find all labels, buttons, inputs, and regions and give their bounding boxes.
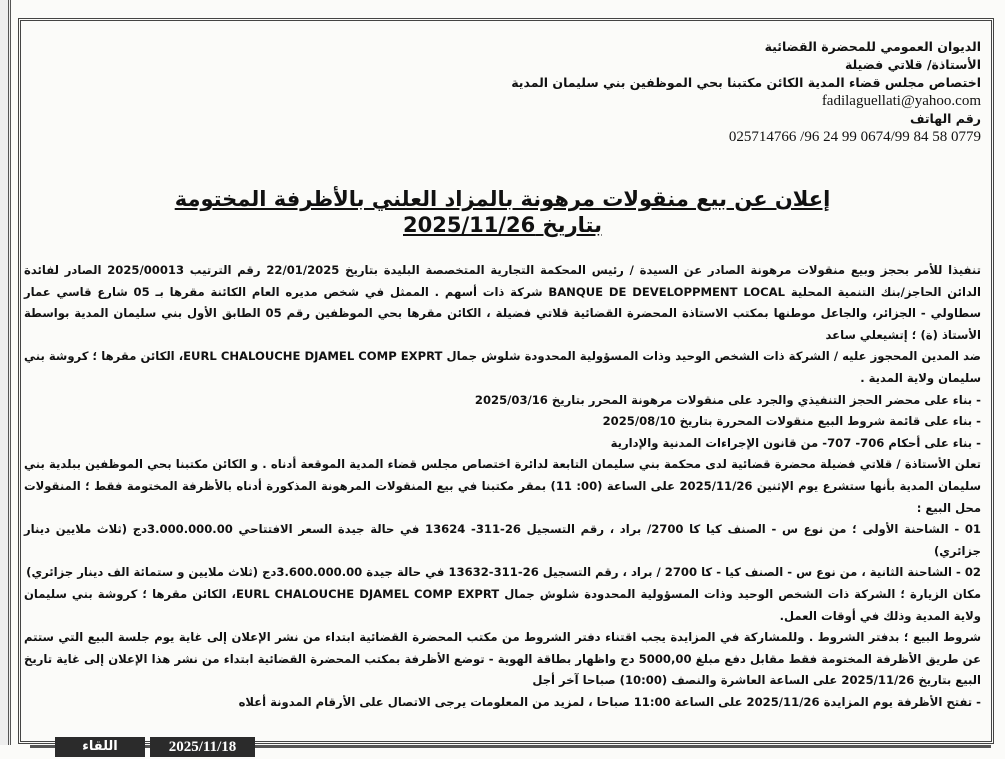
paragraph-visit-location: مكان الزيارة ؛ الشركة ذات الشخص الوحيد وذات المسؤولية المحدودة شلوش جمال EURL CHALOUCHE DJAMEL COMP EXPRT، الكائن مقرها ؛ كروشة بني سليمان ولاية المدية وذلك في أوقات العمل. bbox=[24, 586, 981, 623]
paragraph-basis-3: - بناء على أحكام 706- 707- من قانون الإجراءات المدنية والإدارية bbox=[610, 435, 981, 450]
item-truck-1: 01 - الشاحنة الأولى ؛ من نوع س - الصنف كيا كا 2700/ براد ، رقم التسجيل 26-311- 13624 في حالة جيدة السعر الافتتاحي 3.000.000.00دج (ثلاث ملايين دينار جزائري) bbox=[24, 522, 981, 558]
email: fadilaguellati@yahoo.com bbox=[821, 93, 981, 109]
page-edge bbox=[0, 0, 11, 745]
announcement-body bbox=[24, 260, 981, 713]
title-line-2: بتاريخ 2025/11/26 bbox=[403, 213, 602, 237]
paragraph-sale-conditions: شروط البيع ؛ بدفتر الشروط . وللمشاركة في المزايدة يجب اقتناء دفتر الشروط من مكتب المحضرة القضائية ابتداء من نشر الإعلان إلى غاية يوم جلسة البيع التي ستتم عن طريق الأظرفة المختومة فقط مقابل دفع مبلغ 5000,00 دج واظهار بطاقة الهوية - توضع الأظرفة بمكتب المحضرة القضائية ابتداء من نشر هذا الإعلان إلى غاية تاريخ البيع بتاريخ 2025/11/26 على الساعة العاشرة والنصف (10:00) صباحا آخر أجل bbox=[24, 630, 981, 688]
paragraph-opening: - تفتح الأظرفة يوم المزايدة 2025/11/26 على الساعة 11:00 صباحا ، لمزيد من المعلومات يرجى الاتصال على الأرقام المدونة أعلاه bbox=[238, 694, 981, 709]
announcement-title bbox=[0, 186, 1005, 238]
bailiff-header bbox=[511, 38, 981, 146]
paragraph-announcement: تعلن الأستاذة / قلاتي فضيلة محضرة قضائية لدى محكمة بني سليمان التابعة لدائرة اختصاص مجلس قضاء المدية الموقعة أدناه . و الكائن مكتبنا بحي الموظفين ببلدية بني سليمان المدية بأنها ستشرع يوم الإثنين 2025/11/26 على الساعة (00: 11) بمقر مكتبنا في بيع المنقولات المرهونة المذكورة أدناه بالأظرفة المختومة فقط ؛ المنقولات محل البيع : bbox=[24, 457, 981, 515]
phone-label: رقم الهاتف bbox=[909, 111, 981, 126]
phone-numbers: 025714766 /96 24 99 0674/99 84 58 0779 bbox=[728, 129, 981, 145]
publication-date: 2025/11/18 bbox=[150, 737, 255, 757]
paragraph-basis-1: - بناء على محضر الحجز التنفيذي والجرد على منقولات مرهونة المحرر بتاريخ 2025/03/16 bbox=[474, 392, 981, 407]
item-truck-2: 02 - الشاحنة الثانية ، من نوع س - الصنف كيا - كا 2700 / براد ، رقم التسجيل 26-311-13632 في حالة جيدة 3.600.000.00دج (ثلاث ملايين و ستمائة الف دينار جزائري) bbox=[26, 565, 981, 580]
paragraph-order: تنفيذا للأمر بحجز وبيع منقولات مرهونة الصادر عن السيدة / رئيس المحكمة التجارية المتخصصة البليدة بتاريخ 22/01/2025 رقم الترتيب 2025/00013 الصادر لفائدة الدائن الحاجز/بنك التنمية المحلية BANQUE DE DEVELOPPMENT LOCAL شركة ذات أسهم . الممثل في شخص مديره العام الكائنة مقرها بـ 05 شارع قاسي عمار سطاولي - الجزائر، والجاعل موطنها بمكتب الاستاذة المحضرة القضائية قلاتي فضيلة ، الكائن مقرها بحي الموظفين رقم 05 الطابق الأول بني سليمان المدية بواسطة الأستاذ (ة) ؛ إتشيعلي ساعد bbox=[24, 263, 981, 342]
newspaper-name: اللقاء bbox=[55, 737, 145, 757]
title-line-1: إعلان عن بيع منقولات مرهونة بالمزاد العلني بالأظرفة المختومة bbox=[174, 187, 831, 211]
paragraph-basis-2: - بناء على قائمة شروط البيع منقولات المحررة بتاريخ 2025/08/10 bbox=[602, 414, 981, 429]
office-name: الديوان العمومي للمحضرة القضائية bbox=[764, 39, 981, 54]
paragraph-debtor: ضد المدين المحجوز عليه / الشركة ذات الشخص الوحيد وذات المسؤولية المحدودة شلوش جمال EURL CHALOUCHE DJAMEL COMP EXPRT، الكائن مقرها ؛ كروشة بني سليمان ولاية المدية . bbox=[24, 349, 981, 385]
jurisdiction: اختصاص مجلس قضاء المدية الكائن مكتبنا بحي الموظفين بني سليمان المدية bbox=[511, 75, 981, 90]
bailiff-name: الأستاذة/ قلاتي فضيلة bbox=[844, 57, 981, 72]
